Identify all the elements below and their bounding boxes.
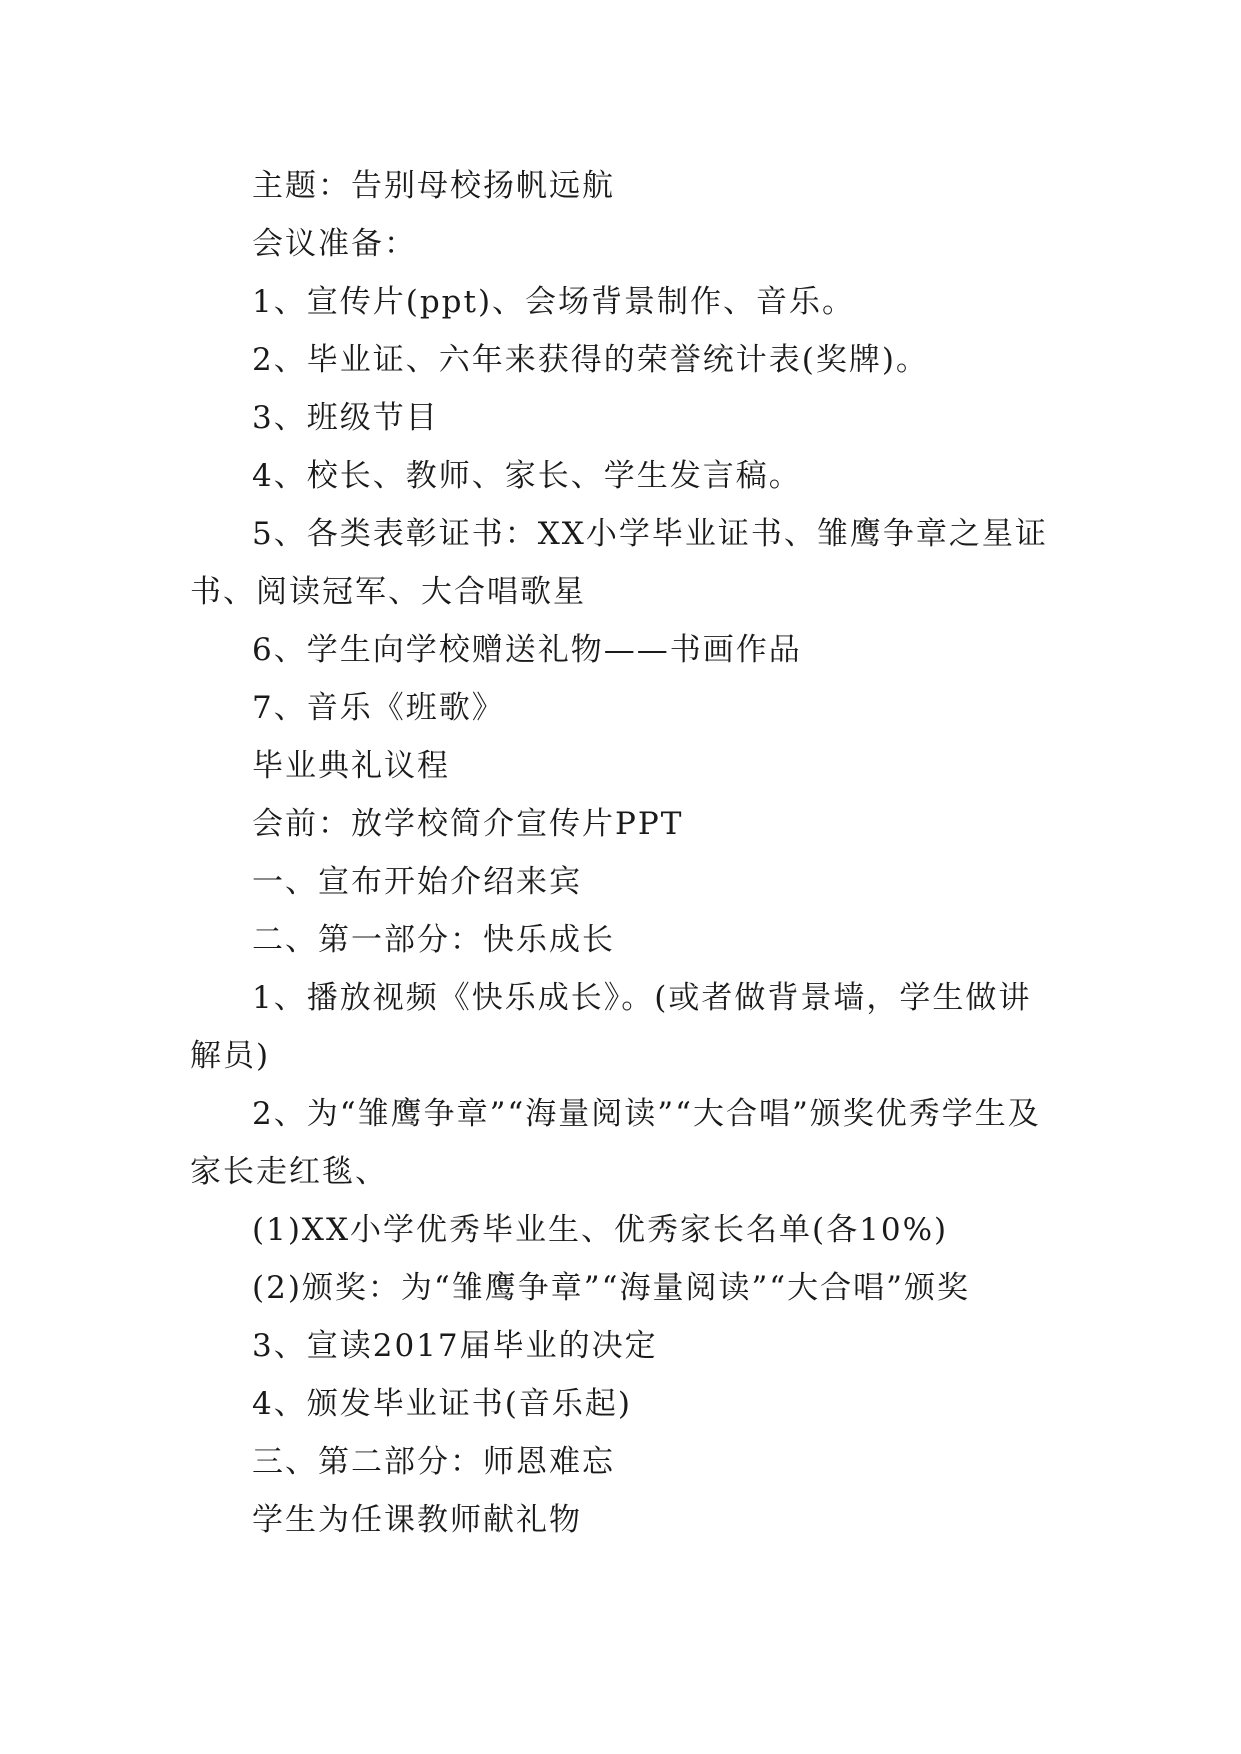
paragraph-prep-item-6: 6、学生向学校赠送礼物——书画作品 bbox=[252, 632, 802, 668]
paragraph-part1-item-1: 1、播放视频《快乐成长》。(或者做背景墙，学生做讲解员) bbox=[190, 980, 1032, 1074]
paragraph-section-3: 三、第二部分：师恩难忘 bbox=[252, 1444, 615, 1480]
paragraph-prep-item-4: 4、校长、教师、家长、学生发言稿。 bbox=[252, 458, 802, 494]
paragraph-part2-item: 学生为任课教师献礼物 bbox=[252, 1502, 582, 1538]
paragraph-prep-item-3: 3、班级节目 bbox=[252, 400, 439, 436]
paragraph-agenda-heading: 毕业典礼议程 bbox=[252, 748, 450, 784]
paragraph-prep-item-1: 1、宣传片(ppt)、会场背景制作、音乐。 bbox=[252, 284, 856, 320]
document-body bbox=[190, 157, 1060, 1549]
paragraph-section-2: 二、第一部分：快乐成长 bbox=[252, 922, 615, 958]
paragraph-theme: 主题：告别母校扬帆远航 bbox=[252, 168, 615, 204]
paragraph-prep-item-5: 5、各类表彰证书：XX小学毕业证书、雏鹰争章之星证书、阅读冠军、大合唱歌星 bbox=[190, 516, 1048, 610]
paragraph-part1-item-3: 3、宣读2017届毕业的决定 bbox=[252, 1328, 658, 1364]
paragraph-section-1: 一、宣布开始介绍来宾 bbox=[252, 864, 582, 900]
paragraph-part1-sub-2: (2)颁奖：为“雏鹰争章”“海量阅读”“大合唱”颁奖 bbox=[252, 1270, 970, 1306]
paragraph-part1-sub-1: (1)XX小学优秀毕业生、优秀家长名单(各10%) bbox=[252, 1212, 949, 1248]
paragraph-meeting-prep: 会议准备： bbox=[252, 226, 417, 262]
paragraph-prep-item-7: 7、音乐《班歌》 bbox=[252, 690, 505, 726]
paragraph-part1-item-4: 4、颁发毕业证书(音乐起) bbox=[252, 1386, 632, 1422]
paragraph-part1-item-2: 2、为“雏鹰争章”“海量阅读”“大合唱”颁奖优秀学生及家长走红毯、 bbox=[190, 1096, 1041, 1190]
paragraph-pre-meeting: 会前：放学校简介宣传片PPT bbox=[252, 806, 684, 842]
paragraph-prep-item-2: 2、毕业证、六年来获得的荣誉统计表(奖牌)。 bbox=[252, 342, 929, 378]
